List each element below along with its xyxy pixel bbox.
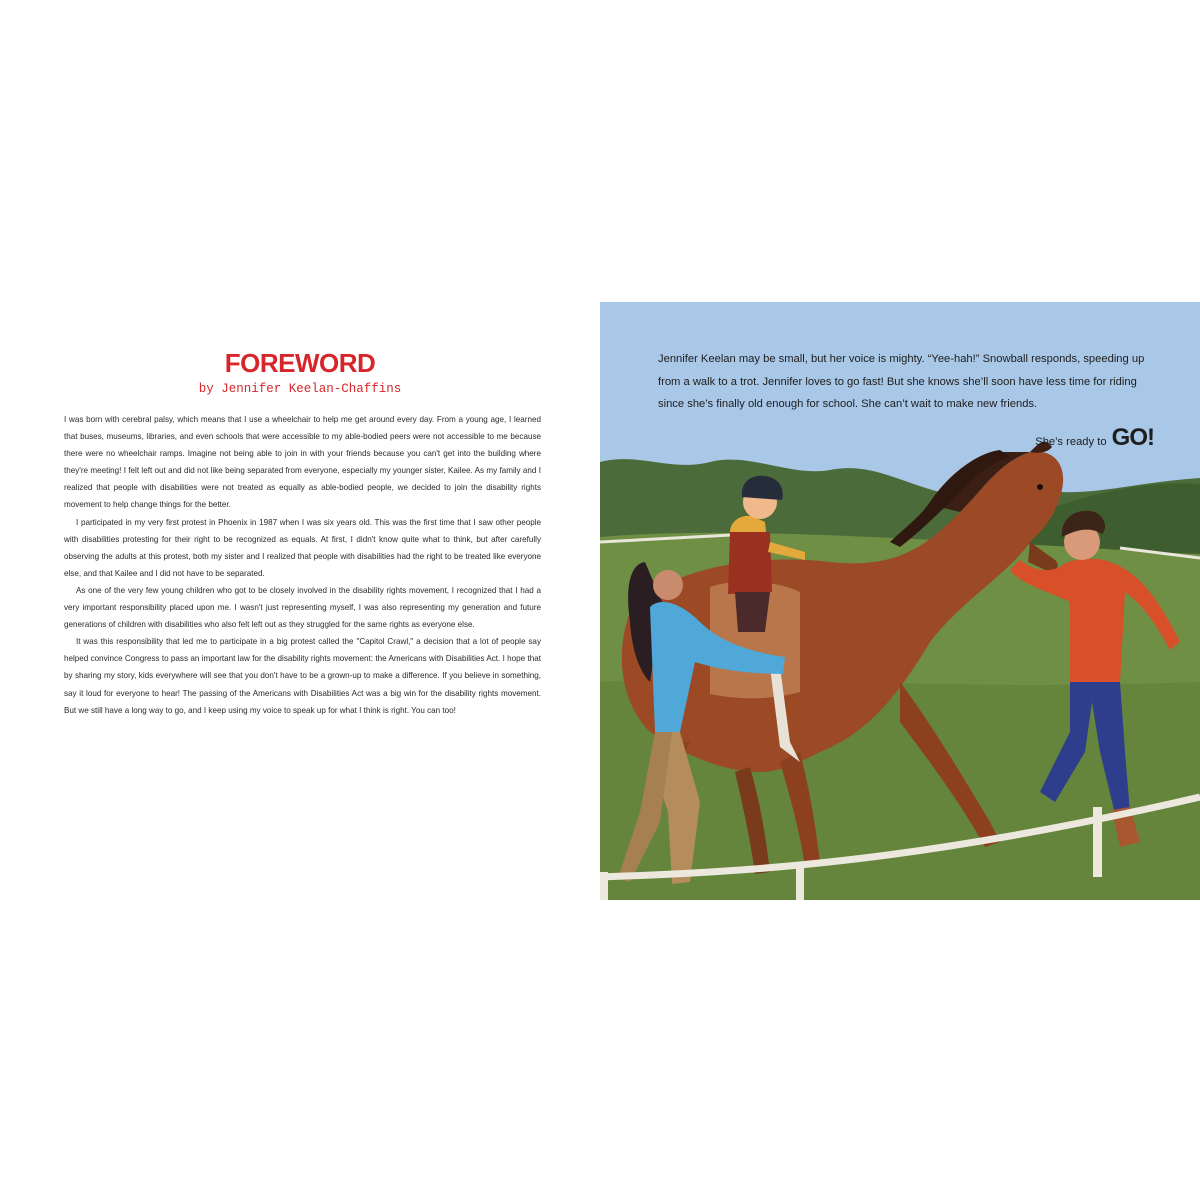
tagline-prefix: She’s ready to [1035, 436, 1107, 448]
foreword-paragraph: It was this responsibility that led me to participate in a big protest called the "Capitol Crawl," a decision that a lot of people say helped convince Congress to pass an important law for the disability rights movement: the Americans with Disabilities Act. I hope that by sharing my story, kids everywhere will see that you don't have to be a grown-up to make a difference. If you believe in something, say it loud for everyone to hear! The passing of the Americans with Disabilities Act was a big win for the disability rights movement. But we still have a long way to go, and I keep using my voice to speak up for what I think is right. You can too! [64, 637, 541, 715]
foreword-paragraph: I was born with cerebral palsy, which means that I use a wheelchair to help me get around every day. From a young age, I learned that buses, museums, libraries, and even schools that were accessible to my able-bodied peers were not accessible to me because there were no wheelchair ramps. Imagine not being able to join in with your friends because you can't get into the building where they're meeting! I felt left out and did not like being separated from everyone, especially my younger sister, Kailee. As my family and I realized that people with disabilities were not treated as equally as able-bodied people, we decided to join the disability rights movement to help change things for the better. [64, 415, 541, 510]
illustration-page [600, 302, 1200, 900]
foreword-title: FOREWORD [224, 348, 376, 378]
tagline-go: GO! [1111, 424, 1154, 451]
story-tagline [1035, 424, 1154, 452]
story-text: Jennifer Keelan may be small, but her voice is mighty. “Yee-hah!” Snowball responds, speeding up from a walk to a trot. Jennifer loves to go fast! But she knows she’ll soon have less time for riding since she’s finally old enough for school. She can’t wait to make new friends. [658, 353, 1145, 410]
foreword-paragraph: I participated in my very first protest in Phoenix in 1987 when I was six years old. This was the first time that I saw other people with disabilities protesting for their right to be recognized as equals. At first, I didn't know quite what to think, but after carefully observing the adults at this protest, both my sister and I realized that people with disabilities had the right to be treated like everyone else, and that Kailee and I did not have to be separated. [64, 517, 541, 578]
left-page [0, 300, 600, 900]
foreword-byline: by Jennifer Keelan-Chaffins [198, 382, 402, 396]
foreword-paragraph: As one of the very few young children who got to be closely involved in the disability rights movement, I recognized that I had a very important responsibility placed upon me. I wasn't just representing myself, I was also representing my generation and future generations of children with disabilities who also felt left out as they struggled for the same rights as everyone else. [64, 585, 541, 630]
foreword-body [64, 411, 541, 719]
